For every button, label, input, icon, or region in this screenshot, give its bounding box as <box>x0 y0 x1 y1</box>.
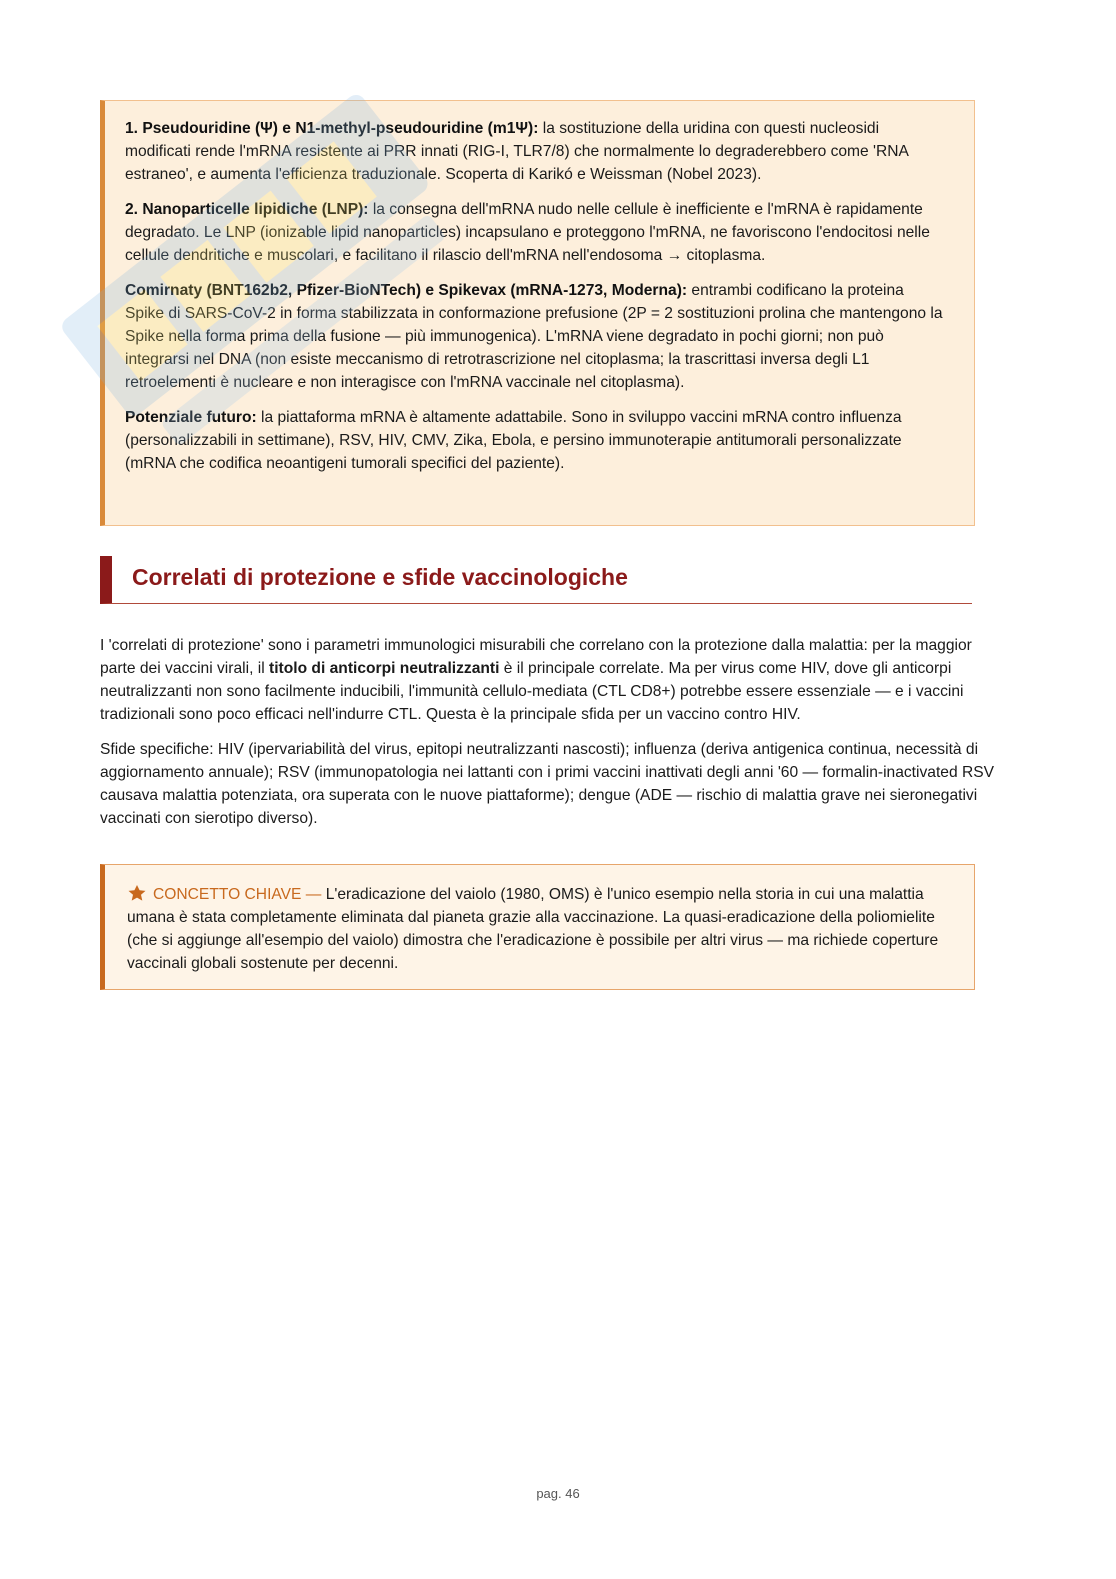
paragraph-challenges: Sfide specifiche: HIV (ipervariabilità del virus, epitopi neutralizzanti nascosti); influenza (deriva antigenica continua, necessità di aggiornamento annuale); RSV (immunopatologia nei lattanti con i primi vaccini inattivati degli anni '60 — formalin-inactivated RSV causava malattia potenziata, ora superata con le nuove piattaforme); dengue (ADE — rischio di malattia grave nei sieronegativi vaccinati con sierotipo diverso). <box>100 741 995 827</box>
star-icon <box>127 884 147 902</box>
page-number: pag. 46 <box>536 1486 580 1501</box>
key-concept-box <box>100 864 975 990</box>
paragraph-lnp: 2. Nanoparticelle lipidiche (LNP): la consegna dell'mRNA nudo nelle cellule è inefficiente e l'mRNA è rapidamente degradato. Le LNP (ionizable lipid nanoparticles) incapsulano e proteggono l'mRNA, ne favoriscono l'endocitosi nelle cellule dendritiche e muscolari, e facilitano il rilascio dell'mRNA nell'endosoma → citoplasma. <box>125 201 930 264</box>
paragraph-correlates: I 'correlati di protezione' sono i parametri immunologici misurabili che correlano con la protezione dalla malattia: per la maggior parte dei vaccini virali, il titolo di anticorpi neutralizzanti è il principale correlate. Ma per virus come HIV, dove gli anticorpi neutralizzanti non sono facilmente inducibili, l'immunità cellulo-mediata (CTL CD8+) potrebbe essere essenziale — e i vaccini tradizionali sono poco efficaci nell'indurre CTL. Questa è la principale sfida per un vaccino contro HIV. <box>100 637 972 723</box>
section-body <box>100 634 1010 842</box>
key-concept-text: L'eradicazione del vaiolo (1980, OMS) è l'unico esempio nella storia in cui una malattia umana è stata completamente eliminata dal pianeta grazie alla vaccinazione. La quasi-eradicazione della poliomielite (che si aggiunge all'esempio del vaiolo) dimostra che l'eradicazione è possibile per altri virus — ma richiede coperture vaccinali globali sostenute per decenni. <box>127 886 939 972</box>
key-concept-label: CONCETTO CHIAVE <box>153 886 302 903</box>
paragraph-comirnaty: Comirnaty (BNT162b2, Pfizer-BioNTech) e Spikevax (mRNA-1273, Moderna): entrambi codificano la proteina Spike di SARS-CoV-2 in forma stabilizzata in conformazione prefusione (2P = 2 sostituzioni prolina che mantengono la Spike nella forma prima della fusione — più immunogenica). L'mRNA viene degradato in pochi giorni; non può integrarsi nel DNA (non esiste meccanismo di retrotrascrizione nel citoplasma; la trascrittasi inversa degli L1 retroelementi è nucleare e non interagisce con l'mRNA vaccinale nel citoplasma). <box>125 282 943 391</box>
paragraph-future: Potenziale futuro: la piattaforma mRNA è altamente adattabile. Sono in sviluppo vaccini mRNA contro influenza (personalizzabili in settimane), RSV, HIV, CMV, Zika, Ebola, e persino immunoterapie antitumorali personalizzate (mRNA che codifica neoantigeni tumorali specifici del paziente). <box>125 409 902 472</box>
section-heading <box>100 556 972 604</box>
section-title: Correlati di protezione e sfide vaccinologiche <box>132 564 628 590</box>
paragraph-pseudouridine: 1. Pseudouridine (Ψ) e N1-methyl-pseudouridine (m1Ψ): la sostituzione della uridina con questi nucleosidi modificati rende l'mRNA resistente ai PRR innati (RIG-I, TLR7/8) che normalmente lo degraderebbero come 'RNA estraneo', e aumenta l'efficienza traduzionale. Scoperta di Karikó e Weissman (Nobel 2023). <box>125 120 909 183</box>
mrna-technology-box <box>100 100 975 526</box>
key-concept-dash: — <box>301 886 326 903</box>
